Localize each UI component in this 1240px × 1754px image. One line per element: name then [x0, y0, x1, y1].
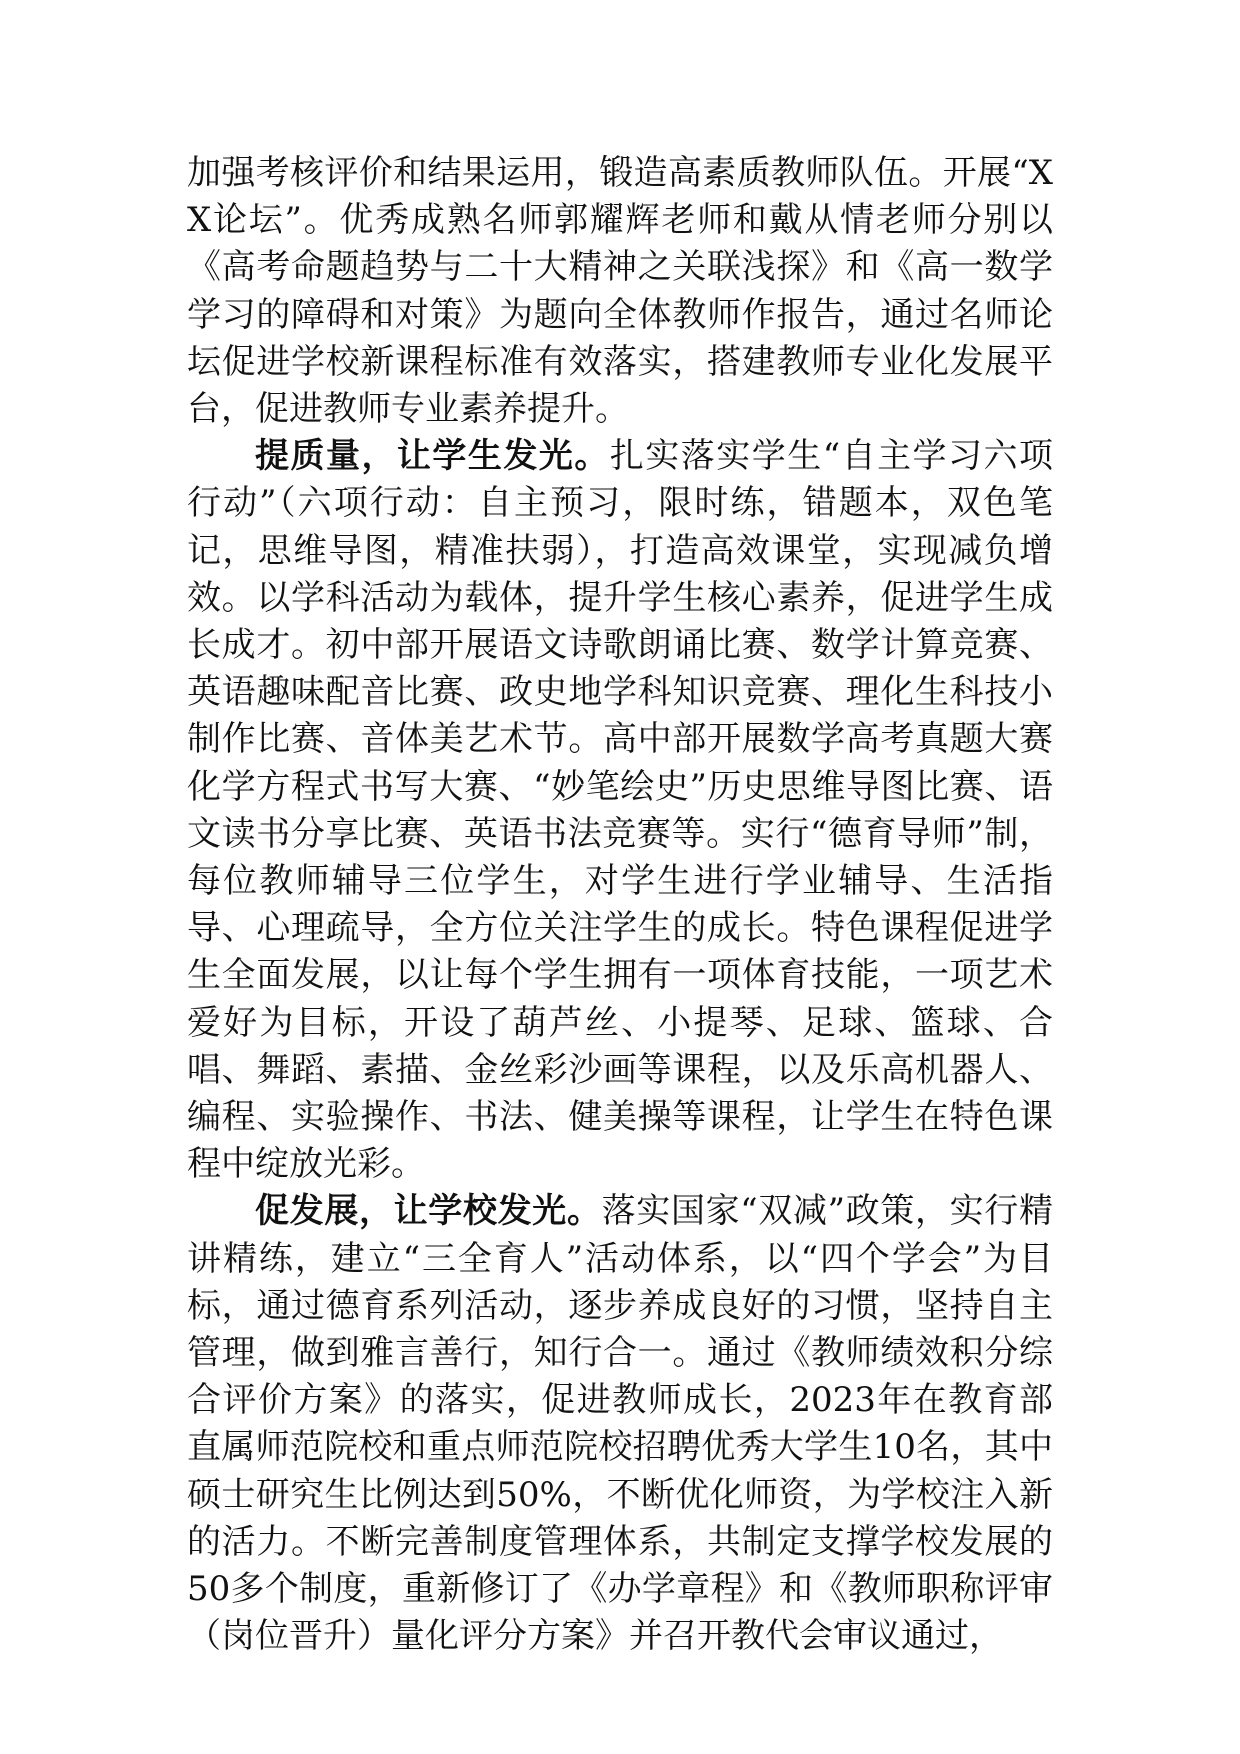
paragraph-text: 落实国家“双减”政策，实行精讲精练，建立“三全育人”活动体系，以“四个学会”为目标，通过德育系列活动，逐步养成良好的习惯，坚持自主管理，做到雅言善行，知行合一。通过《教师绩效积分综合评价方案》的落实，促进教师成长，2023年在教育部直属师范院校和重点师范院校招聘优秀大学生10名，其中硕士研究生比例达到50%，不断优化师资，为学校注入新的活力。不断完善制度管理体系，共制定支撑学校发展的50多个制度，重新修订了《办学章程》和《教师职称评审（岗位晋升）量化评分方案》并召开教代会审议通过， [187, 1191, 1053, 1657]
paragraph-school-development [187, 1188, 1053, 1660]
paragraph-teacher-forum [187, 150, 1053, 433]
paragraph-text: 扎实落实学生“自主学习六项行动”（六项行动：自主预习，限时练，错题本，双色笔记，思维导图，精准扶弱），打造高效课堂，实现减负增效。以学科活动为载体，提升学生核心素养，促进学生成长成才。初中部开展语文诗歌朗诵比赛、数学计算竞赛、英语趣味配音比赛、政史地学科知识竞赛、理化生科技小制作比赛、音体美艺术节。高中部开展数学高考真题大赛化学方程式书写大赛、“妙笔绘史”历史思维导图比赛、语文读书分享比赛、英语书法竞赛等。实行“德育导师”制，每位教师辅导三位学生，对学生进行学业辅导、生活指导、心理疏导，全方位关注学生的成长。特色课程促进学生全面发展，以让每个学生拥有一项体育技能，一项艺术爱好为目标，开设了葫芦丝、小提琴、足球、篮球、合唱、舞蹈、素描、金丝彩沙画等课程，以及乐高机器人、编程、实验操作、书法、健美操等课程，让学生在特色课程中绽放光彩。 [187, 436, 1053, 1185]
paragraph-student-quality [187, 433, 1053, 1188]
paragraph-text: 加强考核评价和结果运用，锻造高素质教师队伍。开展“XX论坛”。优秀成熟名师郭耀辉老师和戴从情老师分别以《高考命题趋势与二十大精神之关联浅探》和《高一数学学习的障碍和对策》为题向全体教师作报告，通过名师论坛促进学校新课程标准有效落实，搭建教师专业化发展平台，促进教师专业素养提升。 [187, 153, 1053, 430]
paragraph-lead-heading: 促发展，让学校发光。 [255, 1191, 602, 1232]
paragraph-lead-heading: 提质量，让学生发光。 [255, 436, 610, 477]
document-page [187, 150, 1053, 1661]
